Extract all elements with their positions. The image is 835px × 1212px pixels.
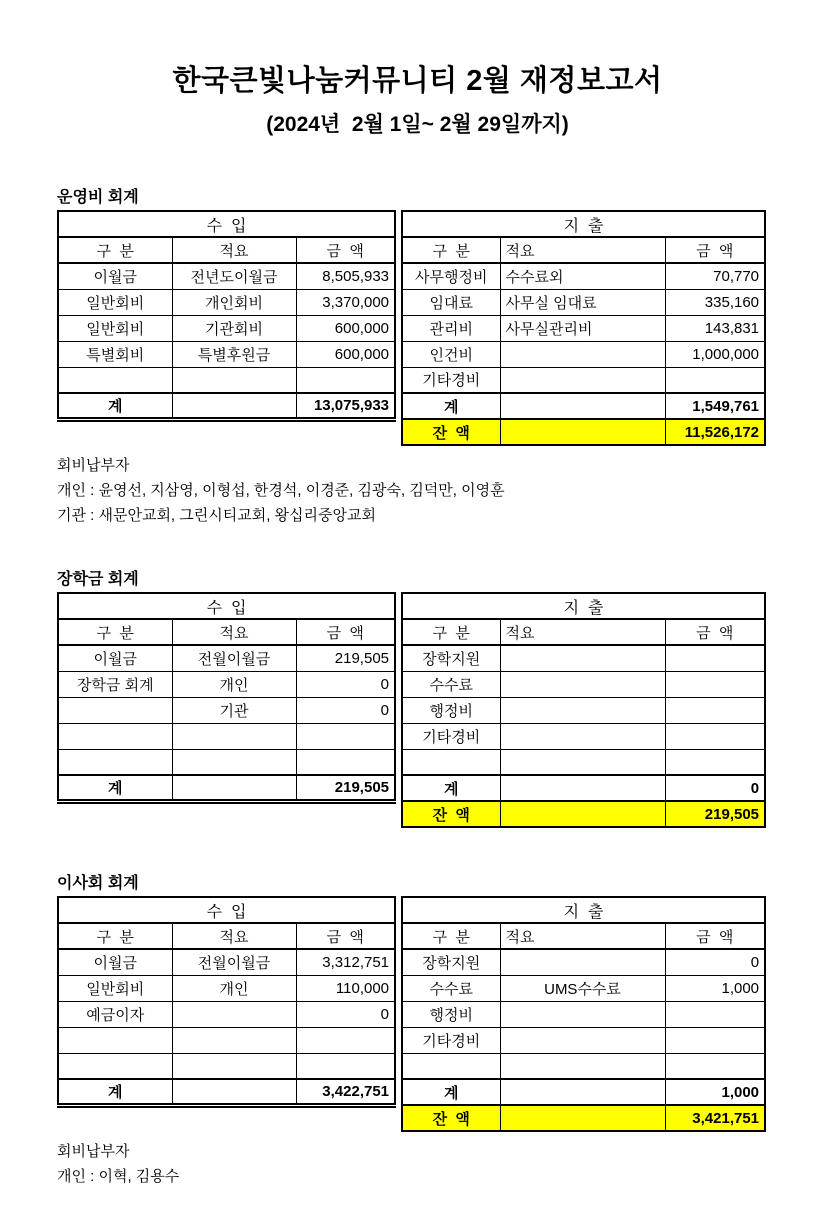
amount-cell [665,1027,765,1053]
description-cell: 개인 [172,975,296,1001]
amount-cell: 8,505,933 [296,263,395,289]
category-cell [58,697,172,723]
amount-column-header: 금 액 [665,237,765,263]
table-group-header-row [58,897,395,923]
description-cell [500,1001,665,1027]
payer-notes [57,1139,835,1189]
amount-cell [665,723,765,749]
table-group-header-row [58,211,395,237]
payer-notes [57,453,835,528]
category-cell: 장학지원 [402,949,500,975]
income-section-header: 수 입 [58,593,395,619]
total-description-cell [172,775,296,801]
table-row [402,749,765,775]
description-cell: 기관회비 [172,315,296,341]
scholarship-expense-table [401,592,766,828]
category-column-header: 구 분 [58,923,172,949]
description-cell: 사무실 임대료 [500,289,665,315]
table-row [58,1053,395,1079]
total-row [402,775,765,801]
amount-cell [296,723,395,749]
table-row [58,723,395,749]
table-row [402,1001,765,1027]
amount-cell: 0 [296,671,395,697]
description-cell [172,367,296,393]
description-column-header: 적요 [500,923,665,949]
table-row [58,949,395,975]
balance-description-cell [500,801,665,827]
description-cell [500,723,665,749]
amount-cell [665,697,765,723]
table-row [58,1027,395,1053]
column-header-row [58,923,395,949]
board-expense-table [401,896,766,1132]
category-cell: 일반회비 [58,975,172,1001]
table-row [402,289,765,315]
category-cell: 예금이자 [58,1001,172,1027]
total-amount: 219,505 [296,775,395,801]
category-cell: 특별회비 [58,341,172,367]
operating-expense-table [401,210,766,446]
section-title: 운영비 회계 [57,189,139,206]
description-column-header: 적요 [500,237,665,263]
amount-column-header: 금 액 [665,923,765,949]
total-row [58,1079,395,1105]
description-cell [172,1027,296,1053]
total-label: 계 [402,393,500,419]
balance-label: 잔 액 [402,1105,500,1131]
expense-section-header: 지 출 [402,211,765,237]
column-header-row [402,237,765,263]
amount-cell: 0 [665,949,765,975]
table-row [58,289,395,315]
balance-amount: 11,526,172 [665,419,765,445]
amount-column-header: 금 액 [296,619,395,645]
balance-amount: 3,421,751 [665,1105,765,1131]
category-cell: 수수료 [402,975,500,1001]
note-line: 회비납부자 [57,1143,130,1160]
amount-cell [296,749,395,775]
amount-cell: 1,000 [665,975,765,1001]
category-cell [58,1053,172,1079]
description-cell [500,1027,665,1053]
description-cell: 개인 [172,671,296,697]
amount-cell [665,749,765,775]
category-cell: 이월금 [58,949,172,975]
category-cell: 기타경비 [402,367,500,393]
note-line: 개인 : 이혁, 김용수 [57,1168,180,1185]
category-cell [58,723,172,749]
financial-report-document [0,58,835,1212]
tables-row [57,896,835,1132]
description-cell [500,949,665,975]
category-cell: 사무행정비 [402,263,500,289]
description-cell: 전월이월금 [172,949,296,975]
section-title: 이사회 회계 [57,875,139,892]
scholarship-income-table [57,592,396,804]
description-cell: 전월이월금 [172,645,296,671]
description-cell: 개인회비 [172,289,296,315]
category-cell: 이월금 [58,263,172,289]
table-group-header-row [402,593,765,619]
category-cell: 수수료 [402,671,500,697]
balance-amount: 219,505 [665,801,765,827]
amount-cell: 0 [296,1001,395,1027]
expense-section-header: 지 출 [402,897,765,923]
table-group-header-row [402,897,765,923]
tables-row [57,592,835,828]
table-row [402,645,765,671]
description-cell [500,671,665,697]
total-amount: 3,422,751 [296,1079,395,1105]
total-label: 계 [402,1079,500,1105]
description-cell [172,1053,296,1079]
total-label: 계 [402,775,500,801]
description-cell [172,1001,296,1027]
table-row [402,949,765,975]
category-cell [402,1053,500,1079]
category-cell: 이월금 [58,645,172,671]
description-column-header: 적요 [172,619,296,645]
description-cell: 수수료외 [500,263,665,289]
category-cell: 행정비 [402,697,500,723]
amount-cell: 110,000 [296,975,395,1001]
amount-cell: 143,831 [665,315,765,341]
description-cell: UMS수수료 [500,975,665,1001]
category-cell: 기타경비 [402,723,500,749]
total-amount: 0 [665,775,765,801]
table-row [402,1053,765,1079]
amount-cell: 3,370,000 [296,289,395,315]
description-column-header: 적요 [172,923,296,949]
amount-cell: 3,312,751 [296,949,395,975]
balance-row [402,419,765,445]
category-cell [402,749,500,775]
description-cell [500,341,665,367]
section-board [57,870,835,1189]
table-row [58,645,395,671]
table-row [58,975,395,1001]
description-cell [500,749,665,775]
column-header-row [58,619,395,645]
table-group-header-row [402,211,765,237]
column-header-row [58,237,395,263]
amount-column-header: 금 액 [296,923,395,949]
category-cell [58,1027,172,1053]
table-row [402,671,765,697]
category-column-header: 구 분 [402,923,500,949]
description-cell [500,697,665,723]
amount-cell [665,671,765,697]
table-row [58,697,395,723]
table-row [58,671,395,697]
description-cell [500,367,665,393]
table-row [402,263,765,289]
category-column-header: 구 분 [58,619,172,645]
total-row [58,775,395,801]
total-description-cell [500,1079,665,1105]
description-cell: 기관 [172,697,296,723]
table-row [402,367,765,393]
section-operating [57,184,835,528]
amount-cell: 600,000 [296,315,395,341]
balance-label: 잔 액 [402,801,500,827]
amount-column-header: 금 액 [665,619,765,645]
description-cell: 사무실관리비 [500,315,665,341]
balance-row [402,801,765,827]
report-date-range: (2024년 2월 1일~ 2월 29일까지) [266,113,569,136]
amount-cell: 70,770 [665,263,765,289]
total-row [402,1079,765,1105]
description-cell [500,1053,665,1079]
total-row [402,393,765,419]
category-cell: 일반회비 [58,289,172,315]
description-cell [172,723,296,749]
category-column-header: 구 분 [58,237,172,263]
column-header-row [402,619,765,645]
table-row [58,315,395,341]
category-cell: 기타경비 [402,1027,500,1053]
operating-income-table [57,210,396,422]
amount-cell [296,1053,395,1079]
category-cell: 인건비 [402,341,500,367]
expense-section-header: 지 출 [402,593,765,619]
income-section-header: 수 입 [58,211,395,237]
description-cell [500,645,665,671]
category-cell [58,367,172,393]
description-cell: 특별후원금 [172,341,296,367]
balance-row [402,1105,765,1131]
category-cell [58,749,172,775]
table-row [58,263,395,289]
table-row [402,315,765,341]
balance-label: 잔 액 [402,419,500,445]
amount-cell: 1,000,000 [665,341,765,367]
report-title: 한국큰빛나눔커뮤니티 2월 재정보고서 [172,65,663,97]
table-row [402,723,765,749]
section-title: 장학금 회계 [57,571,139,588]
total-amount: 1,549,761 [665,393,765,419]
category-column-header: 구 분 [402,237,500,263]
income-section-header: 수 입 [58,897,395,923]
total-description-cell [500,775,665,801]
balance-description-cell [500,1105,665,1131]
description-column-header: 적요 [500,619,665,645]
total-description-cell [172,1079,296,1105]
description-cell: 전년도이월금 [172,263,296,289]
amount-cell: 335,160 [665,289,765,315]
amount-column-header: 금 액 [296,237,395,263]
total-row [58,393,395,419]
total-description-cell [172,393,296,419]
tables-row [57,210,835,446]
report-sections [0,184,835,1189]
amount-cell [665,1001,765,1027]
note-line: 회비납부자 [57,457,130,474]
table-group-header-row [58,593,395,619]
table-row [58,1001,395,1027]
total-label: 계 [58,393,172,419]
category-cell: 장학금 회계 [58,671,172,697]
table-row [58,367,395,393]
note-line: 개인 : 윤영선, 지삼영, 이형섭, 한경석, 이경준, 김광숙, 김덕만, 이영훈 [57,482,505,499]
amount-cell: 600,000 [296,341,395,367]
table-row [402,975,765,1001]
note-line: 기관 : 새문안교회, 그린시티교회, 왕십리중앙교회 [57,507,376,524]
board-income-table [57,896,396,1108]
total-description-cell [500,393,665,419]
total-amount: 13,075,933 [296,393,395,419]
amount-cell [665,367,765,393]
amount-cell: 219,505 [296,645,395,671]
total-label: 계 [58,1079,172,1105]
amount-cell [296,367,395,393]
amount-cell [665,645,765,671]
total-label: 계 [58,775,172,801]
table-row [58,749,395,775]
amount-cell [296,1027,395,1053]
amount-cell [665,1053,765,1079]
column-header-row [402,923,765,949]
balance-description-cell [500,419,665,445]
category-cell: 관리비 [402,315,500,341]
description-column-header: 적요 [172,237,296,263]
table-row [402,341,765,367]
category-cell: 행정비 [402,1001,500,1027]
category-column-header: 구 분 [402,619,500,645]
table-row [402,697,765,723]
amount-cell: 0 [296,697,395,723]
table-row [58,341,395,367]
section-scholarship [57,566,835,828]
category-cell: 일반회비 [58,315,172,341]
table-row [402,1027,765,1053]
description-cell [172,749,296,775]
category-cell: 임대료 [402,289,500,315]
total-amount: 1,000 [665,1079,765,1105]
category-cell: 장학지원 [402,645,500,671]
